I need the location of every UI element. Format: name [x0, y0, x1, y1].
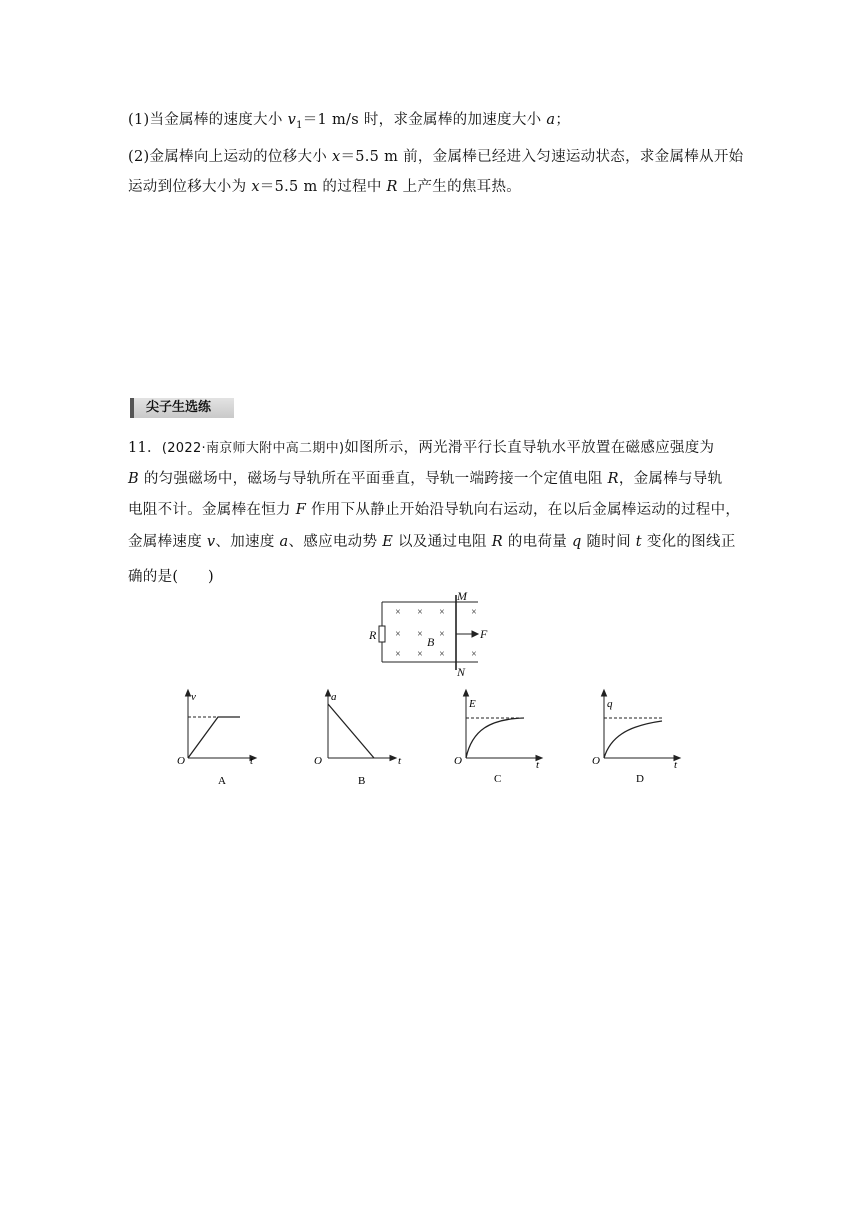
var-x: x	[331, 149, 341, 165]
graph-d	[586, 686, 686, 786]
label-N: N	[457, 665, 466, 678]
graph-b	[310, 686, 410, 786]
origin-label: O	[592, 755, 600, 767]
var-a: a	[279, 534, 289, 550]
var-v: v	[206, 534, 216, 550]
var-B: B	[128, 471, 139, 487]
var-F: F	[295, 502, 307, 518]
var-x: x	[251, 179, 260, 195]
origin-label: O	[177, 755, 185, 767]
text: ＝1 m/s 时，求金属棒的加速度大小	[302, 112, 547, 128]
option-label: D	[636, 773, 644, 785]
var-E: E	[382, 534, 394, 550]
text: 以及通过电阻	[393, 534, 492, 550]
option-label: A	[218, 775, 226, 786]
question-number: 11．	[128, 440, 162, 456]
text: 如图所示，两光滑平行长直导轨水平放置在磁感应强度为	[344, 440, 715, 456]
q11-line5: 确的是( )	[128, 569, 214, 585]
field-cross: ×	[417, 629, 423, 640]
field-cross: ×	[417, 649, 423, 660]
text: ，金属棒与导轨	[618, 471, 723, 487]
text: 金属棒速度	[128, 534, 207, 550]
x-axis-label: t	[250, 755, 254, 767]
field-cross: ×	[439, 649, 445, 660]
var-q: q	[571, 534, 582, 550]
q10-part2-line2	[128, 175, 521, 196]
field-cross: ×	[395, 629, 401, 640]
option-label: C	[494, 773, 502, 785]
q11-line3	[128, 498, 740, 519]
field-cross: ×	[471, 649, 477, 660]
x-axis-label: t	[536, 759, 540, 771]
field-cross: ×	[439, 607, 445, 618]
label-M: M	[457, 590, 467, 603]
section-title: 尖子生选练	[130, 398, 234, 418]
text: 运动到位移大小为	[128, 179, 252, 195]
q11-line1	[128, 436, 714, 457]
graph-c	[448, 686, 548, 786]
text: ＝5.5 m 的过程中	[259, 179, 387, 195]
field-cross: ×	[471, 607, 477, 618]
y-axis-label: a	[331, 691, 337, 703]
text: 随时间	[581, 534, 636, 550]
text: 、加速度	[215, 534, 280, 550]
field-cross: ×	[395, 607, 401, 618]
text: (2)金属棒向上运动的位移大小	[128, 149, 332, 165]
q11-line4	[128, 530, 736, 551]
var-R: R	[491, 534, 503, 550]
text: ＝5.5 m 前，金属棒已经进入匀速运动状态，求金属棒从开始	[340, 149, 744, 165]
graph-a	[170, 686, 270, 786]
x-axis-label: t	[674, 759, 678, 771]
origin-label: O	[454, 755, 462, 767]
text: (1)当金属棒的速度大小	[128, 112, 288, 128]
origin-label: O	[314, 755, 322, 767]
label-F: F	[480, 627, 488, 641]
y-axis-label: q	[607, 698, 613, 710]
text: 电阻不计。金属棒在恒力	[128, 502, 296, 518]
var-R: R	[386, 179, 398, 195]
x-axis-label: t	[398, 755, 402, 767]
question-source: (2022·南京师大附中高二期中)	[161, 441, 345, 456]
field-cross: ×	[417, 607, 423, 618]
var-v: v	[287, 112, 297, 128]
label-B: B	[427, 635, 435, 649]
q10-part1	[128, 108, 570, 131]
var-R: R	[607, 471, 619, 487]
q11-line2	[128, 467, 722, 488]
y-axis-label: E	[469, 698, 476, 710]
text: 、感应电动势	[288, 534, 383, 550]
var-t: t	[635, 534, 642, 550]
text: 的电荷量	[502, 534, 572, 550]
label-R: R	[369, 628, 377, 642]
text: 变化的图线正	[641, 534, 736, 550]
field-cross: ×	[439, 629, 445, 640]
text: ；	[555, 112, 571, 128]
text: 作用下从静止开始沿导轨向右运动，在以后金属棒运动的过程中，	[306, 502, 741, 518]
var-a: a	[546, 112, 556, 128]
option-label: B	[358, 775, 366, 786]
subscript: 1	[296, 119, 303, 131]
text: 的匀强磁场中，磁场与导轨所在平面垂直，导轨一端跨接一个定值电阻	[138, 471, 608, 487]
q10-part2-line1	[128, 145, 743, 166]
text: 上产生的焦耳热。	[397, 179, 522, 195]
circuit-diagram	[360, 590, 500, 678]
field-cross: ×	[395, 649, 401, 660]
y-axis-label: v	[191, 691, 196, 703]
